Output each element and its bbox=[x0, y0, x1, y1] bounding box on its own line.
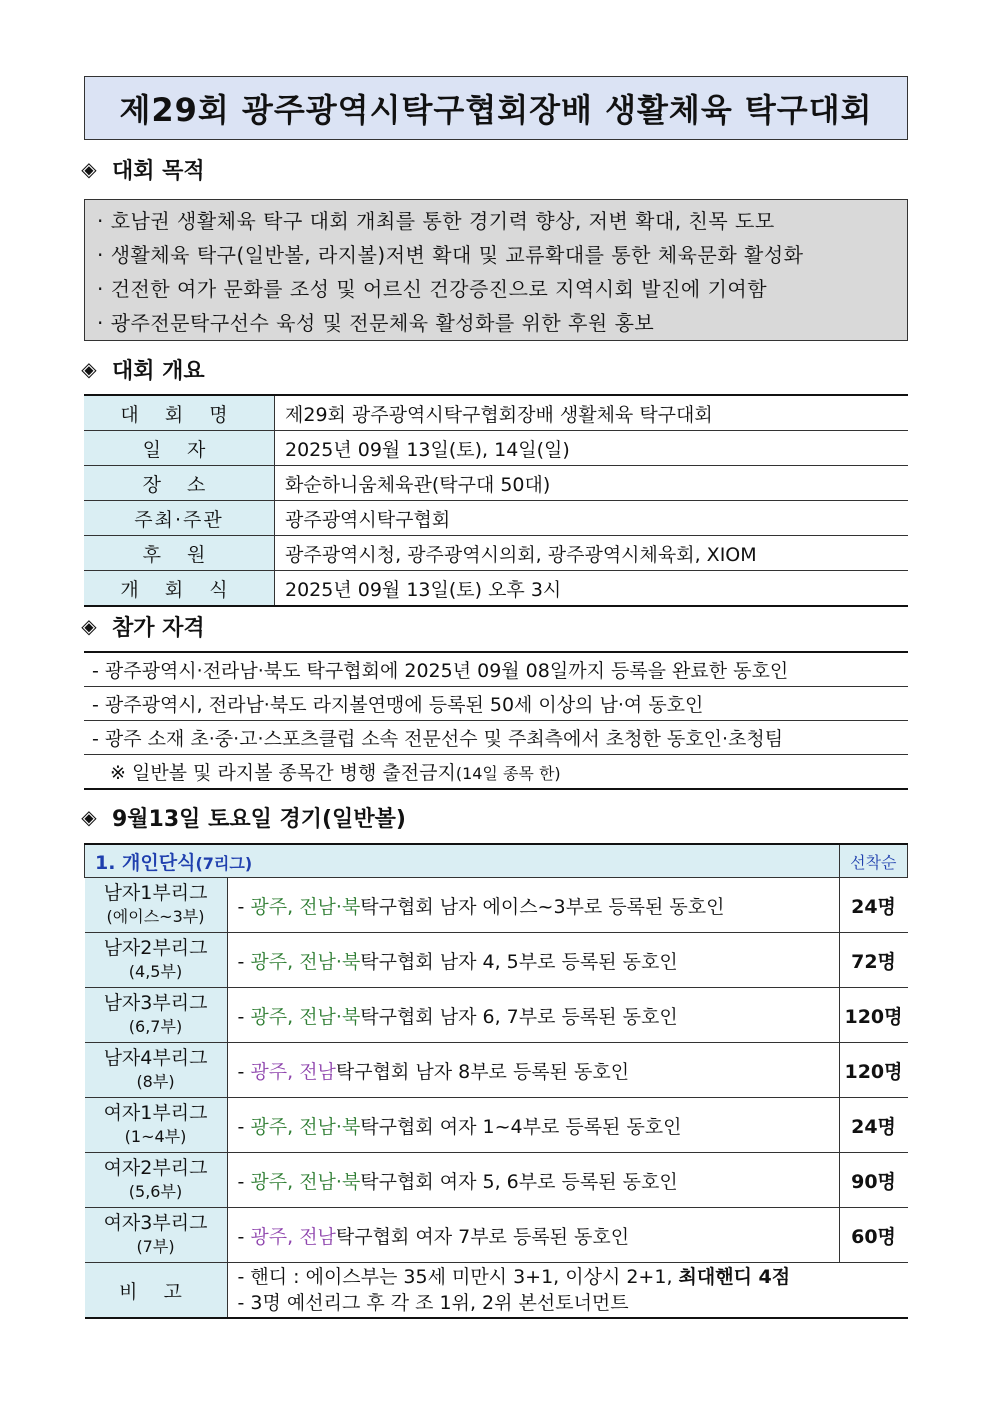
division-count: 90명 bbox=[839, 1153, 908, 1208]
overview-label: 후 원 bbox=[84, 536, 275, 571]
overview-value: 2025년 09월 13일(토) 오후 3시 bbox=[275, 571, 909, 607]
division-desc bbox=[227, 1043, 839, 1098]
division-name: 여자3부리그 bbox=[103, 1212, 208, 1234]
desc-prefix: - bbox=[237, 1225, 251, 1248]
overview-value: 2025년 09월 13일(토), 14일(일) bbox=[275, 431, 909, 466]
document-title: 제29회 광주광역시탁구협회장배 생활체육 탁구대회 bbox=[84, 76, 908, 140]
division-sub: (에이스~3부) bbox=[106, 907, 205, 926]
purpose-line: · 생활체육 탁구(일반볼, 라지볼)저변 확대 및 교류확대를 통한 체육문화 활성화 bbox=[97, 243, 804, 267]
division-count: 120명 bbox=[839, 988, 908, 1043]
region-text: 광주, 전남 bbox=[250, 1060, 336, 1083]
division-desc bbox=[227, 1098, 839, 1153]
remark-line1-bold: 최대핸디 4점 bbox=[678, 1266, 791, 1288]
remark-text bbox=[227, 1263, 908, 1319]
remark-label: 비 고 bbox=[85, 1263, 228, 1319]
eligibility-note-main: ※ 일반볼 및 라지볼 종목간 병행 출전금지 bbox=[110, 762, 456, 784]
division-desc bbox=[227, 933, 839, 988]
section-overview-title: 대회 개요 bbox=[112, 358, 205, 384]
region-text: 광주, 전남 bbox=[250, 1225, 336, 1248]
remark-line: - 3명 예선리그 후 각 조 1위, 2위 본선토너먼트 bbox=[237, 1292, 629, 1314]
eligibility-note bbox=[84, 755, 908, 790]
table-row bbox=[85, 1098, 908, 1153]
purpose-box bbox=[84, 199, 908, 341]
overview-value: 광주광역시청, 광주광역시의회, 광주광역시체육회, XIOM bbox=[275, 536, 909, 571]
section-overview-heading bbox=[74, 353, 205, 385]
remark-line bbox=[238, 1264, 908, 1290]
events-header-order: 선착순 bbox=[839, 844, 908, 878]
desc-prefix: - bbox=[237, 1170, 251, 1193]
division-desc bbox=[227, 878, 839, 933]
overview-label: 일 자 bbox=[84, 431, 275, 466]
division-desc bbox=[227, 1153, 839, 1208]
region-text: 광주, 전남·북 bbox=[250, 1170, 361, 1193]
eligibility-item: - 광주광역시, 전라남·북도 라지볼연맹에 등록된 50세 이상의 남·여 동호인 bbox=[84, 687, 908, 721]
table-row bbox=[84, 755, 908, 790]
division-sub: (4,5부) bbox=[128, 962, 183, 981]
overview-value: 화순하니움체육관(탁구대 50대) bbox=[275, 466, 909, 501]
desc-text: 탁구협회 여자 7부로 등록된 동호인 bbox=[335, 1225, 630, 1248]
region-text: 광주, 전남·북 bbox=[250, 1005, 361, 1028]
section-purpose-heading bbox=[74, 153, 205, 185]
desc-prefix: - bbox=[237, 1005, 251, 1028]
diamond-bullet-icon: ◈ bbox=[81, 357, 97, 381]
desc-prefix: - bbox=[237, 950, 251, 973]
division-cell bbox=[85, 1153, 228, 1208]
table-header-row bbox=[85, 844, 908, 878]
desc-text: 탁구협회 남자 8부로 등록된 동호인 bbox=[335, 1060, 630, 1083]
table-row bbox=[85, 1153, 908, 1208]
division-name: 남자3부리그 bbox=[103, 992, 208, 1014]
diamond-bullet-icon: ◈ bbox=[81, 614, 97, 638]
remark-row bbox=[85, 1263, 908, 1319]
division-desc bbox=[227, 988, 839, 1043]
division-cell bbox=[85, 988, 228, 1043]
desc-text: 탁구협회 여자 5, 6부로 등록된 동호인 bbox=[360, 1170, 678, 1193]
purpose-line: · 광주전문탁구선수 육성 및 전문체육 활성화를 위한 후원 홍보 bbox=[97, 311, 655, 335]
diamond-bullet-icon: ◈ bbox=[81, 805, 97, 829]
division-name: 여자1부리그 bbox=[103, 1102, 208, 1124]
table-row bbox=[84, 536, 908, 571]
division-desc bbox=[227, 1208, 839, 1263]
remark-line1: - 핸디 : 에이스부는 35세 미만시 3+1, 이상시 2+1, bbox=[237, 1266, 679, 1288]
overview-label: 개 회 식 bbox=[84, 571, 275, 607]
desc-prefix: - bbox=[237, 895, 251, 918]
purpose-line: · 호남권 생활체육 탁구 대회 개최를 통한 경기력 향상, 저변 확대, 친목 도모 bbox=[97, 209, 775, 233]
division-name: 남자4부리그 bbox=[103, 1047, 208, 1069]
section-purpose-title: 대회 목적 bbox=[112, 158, 205, 184]
table-row bbox=[85, 1043, 908, 1098]
division-sub: (5,6부) bbox=[128, 1182, 183, 1201]
eligibility-table bbox=[84, 651, 908, 790]
table-row bbox=[84, 571, 908, 607]
division-count: 24명 bbox=[839, 1098, 908, 1153]
table-row bbox=[84, 395, 908, 431]
overview-value: 제29회 광주광역시탁구협회장배 생활체육 탁구대회 bbox=[275, 395, 909, 431]
desc-text: 탁구협회 남자 4, 5부로 등록된 동호인 bbox=[360, 950, 678, 973]
table-row bbox=[84, 687, 908, 721]
division-count: 120명 bbox=[839, 1043, 908, 1098]
eligibility-note-small: (14일 종목 한) bbox=[455, 764, 561, 783]
overview-label: 장 소 bbox=[84, 466, 275, 501]
diamond-bullet-icon: ◈ bbox=[81, 157, 97, 181]
table-row bbox=[85, 878, 908, 933]
division-cell bbox=[85, 1043, 228, 1098]
section-eligibility-heading bbox=[74, 610, 205, 642]
table-row bbox=[84, 721, 908, 755]
division-name: 남자1부리그 bbox=[103, 882, 208, 904]
division-count: 24명 bbox=[839, 878, 908, 933]
table-row bbox=[84, 652, 908, 687]
division-cell bbox=[85, 1208, 228, 1263]
division-cell bbox=[85, 1098, 228, 1153]
overview-table bbox=[84, 394, 908, 607]
desc-prefix: - bbox=[237, 1115, 251, 1138]
division-sub: (8부) bbox=[136, 1072, 175, 1091]
division-cell bbox=[85, 878, 228, 933]
table-row bbox=[84, 501, 908, 536]
desc-text: 탁구협회 여자 1~4부로 등록된 동호인 bbox=[360, 1115, 682, 1138]
section-saturday-title: 9월13일 토요일 경기(일반볼) bbox=[112, 806, 406, 832]
events-table bbox=[84, 843, 908, 1319]
division-cell bbox=[85, 933, 228, 988]
division-count: 60명 bbox=[839, 1208, 908, 1263]
division-name: 남자2부리그 bbox=[103, 937, 208, 959]
division-name: 여자2부리그 bbox=[103, 1157, 208, 1179]
events-header-title bbox=[85, 844, 840, 878]
overview-label: 대 회 명 bbox=[84, 395, 275, 431]
desc-text: 탁구협회 남자 6, 7부로 등록된 동호인 bbox=[360, 1005, 678, 1028]
purpose-line: · 건전한 여가 문화를 조성 및 어르신 건강증진으로 지역시회 발진에 기여함 bbox=[97, 277, 768, 301]
overview-label: 주최·주관 bbox=[84, 501, 275, 536]
eligibility-item: - 광주광역시·전라남·북도 탁구협회에 2025년 09월 08일까지 등록을 완료한 동호인 bbox=[84, 652, 908, 687]
events-header-label: 1. 개인단식 bbox=[95, 851, 196, 874]
region-text: 광주, 전남·북 bbox=[250, 895, 361, 918]
section-eligibility-title: 참가 자격 bbox=[112, 615, 205, 641]
table-row bbox=[84, 466, 908, 501]
division-sub: (1~4부) bbox=[124, 1127, 187, 1146]
eligibility-item: - 광주 소재 초·중·고·스포츠클럽 소속 전문선수 및 주최측에서 초청한 동호인·초청팀 bbox=[84, 721, 908, 755]
table-row bbox=[84, 431, 908, 466]
division-sub: (7부) bbox=[136, 1237, 175, 1256]
division-count: 72명 bbox=[839, 933, 908, 988]
desc-text: 탁구협회 남자 에이스~3부로 등록된 동호인 bbox=[360, 895, 725, 918]
section-saturday-heading bbox=[74, 801, 406, 833]
table-row bbox=[85, 933, 908, 988]
region-text: 광주, 전남·북 bbox=[250, 1115, 361, 1138]
table-row bbox=[85, 988, 908, 1043]
overview-value: 광주광역시탁구협회 bbox=[275, 501, 909, 536]
division-sub: (6,7부) bbox=[128, 1017, 183, 1036]
region-text: 광주, 전남·북 bbox=[250, 950, 361, 973]
events-header-suffix: (7리그) bbox=[195, 853, 253, 873]
desc-prefix: - bbox=[237, 1060, 251, 1083]
table-row bbox=[85, 1208, 908, 1263]
